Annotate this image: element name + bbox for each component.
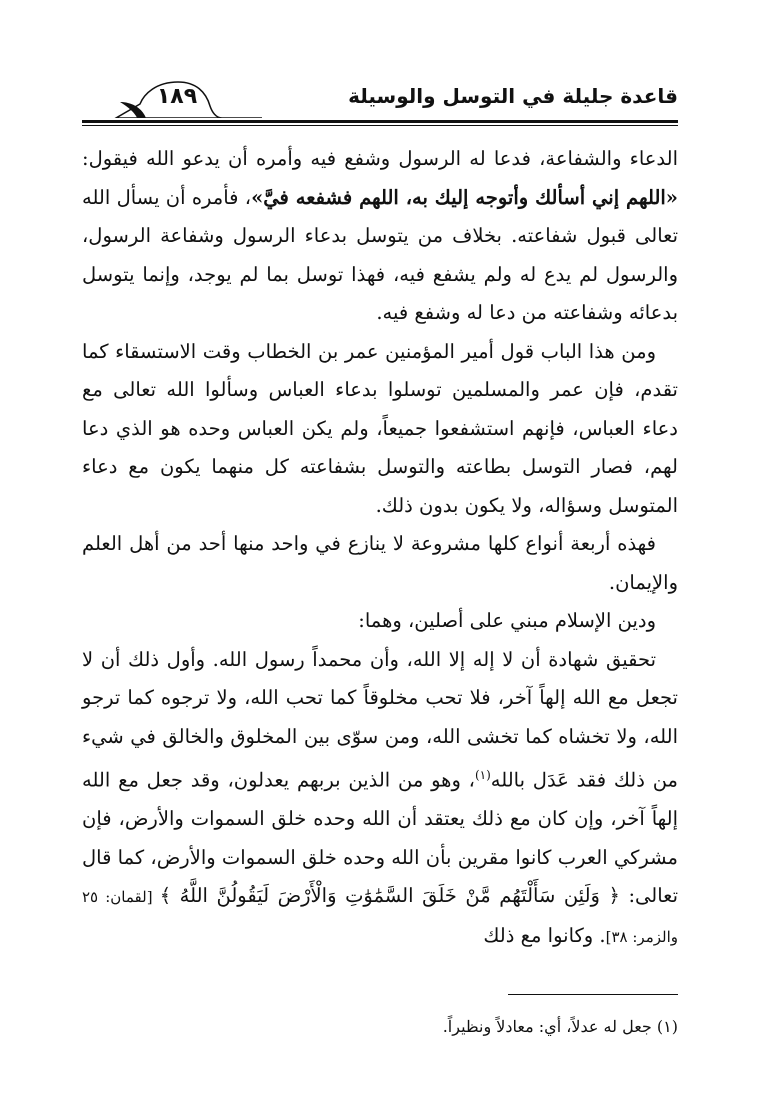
page-header (82, 78, 678, 120)
footnote (82, 1014, 678, 1040)
footnote-reference[interactable]: (١) (474, 768, 491, 782)
paragraph-5 (82, 641, 678, 957)
paragraph-5-intro: تحقيق شهادة أن لا إله إلا الله، وأن محمداً رسول الله. وأول ذلك أن لا تجعل مع الله إلهاً آخر، فلا تحب مخلوقاً كما تحب الله، ولا ترجوه كما ترجو الله، ولا تخشاه كما تخشى الله، ومن سوّى بين المخلوق والخالق في شيء من ذلك فقد عَدَل بالله (82, 647, 678, 792)
running-title: قاعدة جليلة في التوسل والوسيلة (348, 84, 678, 108)
paragraph-1-intro: الدعاء والشفاعة، فدعا له الرسول وشفع فيه وأمره أن يدعو الله فيقول: (82, 147, 678, 170)
footnote-number: (١) (656, 1017, 678, 1036)
paragraph-5-end: . وكانوا مع ذلك (483, 923, 606, 947)
paragraph-5-middle: ، وهو من الذين بربهم يعدلون، وقد جعل مع الله إلهاً آخر، وإن كان مع ذلك يعتقد أن الله وحده خلق السموات والأرض، فإن مشركي العرب كانوا مقرين بأن الله وحده خلق السموات والأرض، كما قال تعالى: (82, 768, 678, 907)
verse-citation: [لقمان: ٢٥ والزمر: ٣٨] (82, 888, 678, 946)
paragraph-1 (82, 140, 678, 333)
footnote-separator (508, 994, 678, 995)
page-number: ١٨٩ (156, 84, 198, 109)
header-rule-thin (82, 125, 678, 126)
footnote-text: جعل له عدلاً، أي: معادلاً ونظيراً. (442, 1017, 652, 1036)
header-rule (82, 120, 678, 123)
paragraph-4: ودين الإسلام مبني على أصلين، وهما: (358, 609, 656, 632)
prophetic-supplication-quote: «اللهم إني أسألك وأتوجه إليك به، اللهم فشفعه فيَّ» (251, 185, 678, 209)
paragraph-3: فهذه أربعة أنواع كلها مشروعة لا ينازع في واحد منها أحد من أهل العلم والإيمان. (82, 532, 678, 594)
page-number-badge (112, 78, 262, 118)
body-text (82, 140, 678, 956)
quran-verse: ﴿ وَلَئِن سَأَلْتَهُم مَّنْ خَلَقَ السَّمَٰوَٰتِ وَالْأَرْضَ لَيَقُولُنَّ اللَّهُ ﴾ (159, 884, 620, 907)
paragraph-2: ومن هذا الباب قول أمير المؤمنين عمر بن الخطاب وقت الاستسقاء كما تقدم، فإن عمر والمسلمين توسلوا بدعاء العباس وسألوا الله تعالى مع دعاء العباس، فإنهم استشفعوا جميعاً، ولم يكن العباس وحده هو الذي دعا لهم، فصار التوسل بطاعته والتوسل بشفاعته كل منهما يكون مع دعاء المتوسل وسؤاله، ولا يكون بدون ذلك. (82, 339, 678, 517)
paragraph-1-rest: ، فأمره أن يسأل الله تعالى قبول شفاعته. بخلاف من يتوسل بدعاء الرسول وشفاعة الرسول، والرسول لم يدع له ولم يشفع فيه، فهذا توسل بما لم يوجد، وإنما يتوسل بدعائه وشفاعته من دعا له وشفع فيه. (82, 185, 678, 324)
